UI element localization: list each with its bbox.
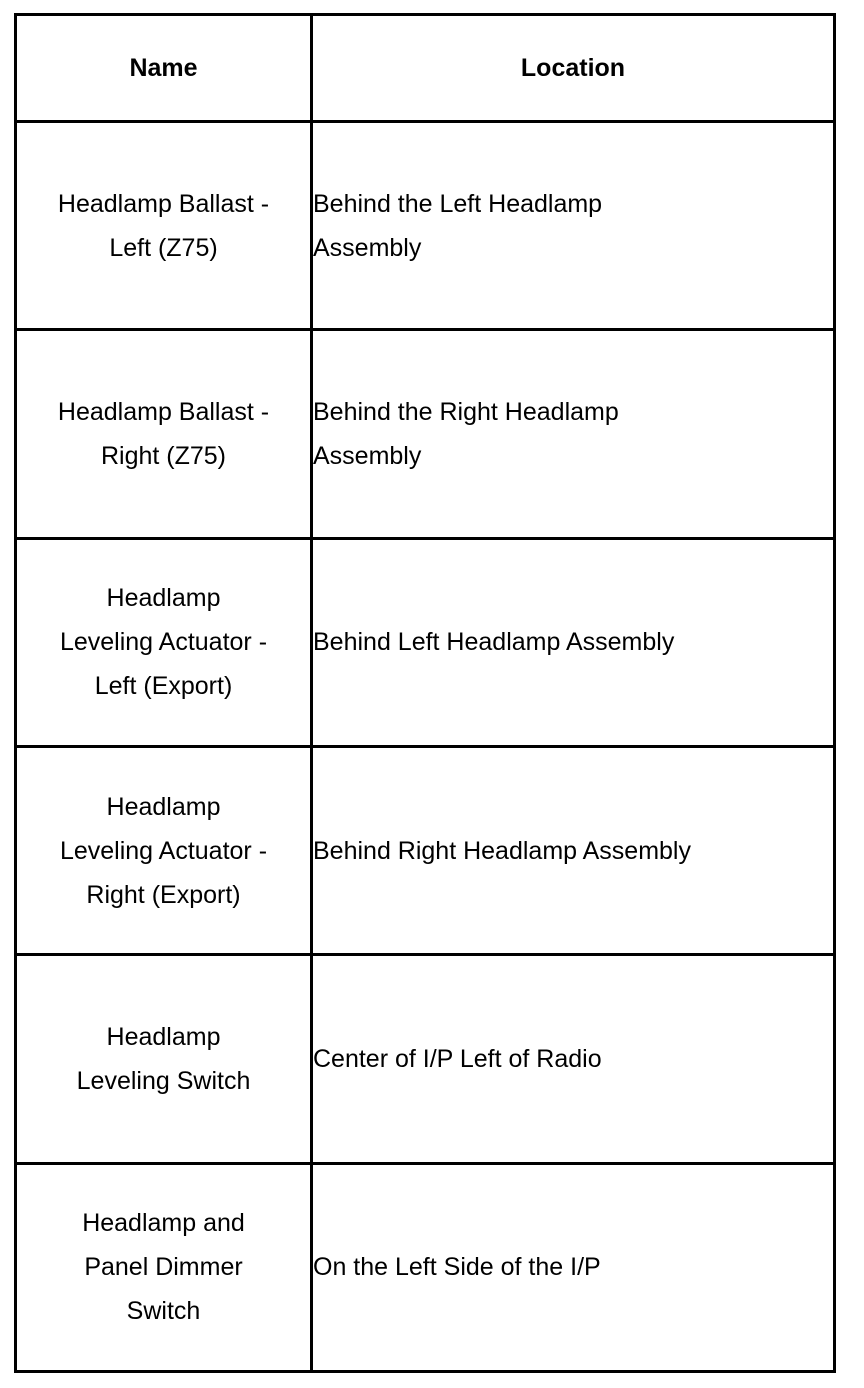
- table-header-row: [16, 15, 835, 122]
- table-row: [16, 955, 835, 1163]
- name-line: Headlamp Ballast -: [57, 397, 270, 426]
- name-line: Headlamp Ballast -: [57, 189, 270, 218]
- name-line: Right (Export): [86, 880, 241, 909]
- name-line: Leveling Actuator -: [59, 836, 268, 865]
- name-cell: [16, 746, 312, 954]
- header-location: Location: [312, 15, 835, 122]
- name-line: Leveling Switch: [76, 1066, 251, 1095]
- name-cell: [16, 1163, 312, 1371]
- name-line: Headlamp and: [82, 1209, 245, 1238]
- name-line: Panel Dimmer: [84, 1253, 243, 1282]
- location-line: Behind the Left Headlamp: [313, 189, 603, 218]
- location-cell: [312, 538, 835, 746]
- location-line: Behind the Right Headlamp: [313, 397, 619, 426]
- location-line: Center of I/P Left of Radio: [313, 1044, 602, 1073]
- name-line: Headlamp: [106, 1022, 221, 1051]
- name-line: Headlamp: [106, 584, 221, 613]
- table-row: [16, 122, 835, 330]
- location-line: Behind Right Headlamp Assembly: [313, 836, 691, 865]
- table-row: [16, 1163, 835, 1371]
- component-location-table: [14, 13, 836, 1373]
- location-cell: [312, 955, 835, 1163]
- name-cell: [16, 538, 312, 746]
- table-row: [16, 330, 835, 538]
- name-line: Leveling Actuator -: [59, 628, 268, 657]
- name-cell: [16, 955, 312, 1163]
- table-row: [16, 538, 835, 746]
- location-line: On the Left Side of the I/P: [313, 1253, 601, 1282]
- table-row: [16, 746, 835, 954]
- name-line: Right (Z75): [100, 441, 227, 470]
- header-name: Name: [16, 15, 312, 122]
- location-line: Assembly: [313, 233, 422, 262]
- location-cell: [312, 122, 835, 330]
- name-line: Left (Z75): [109, 233, 218, 262]
- location-line: Behind Left Headlamp Assembly: [313, 628, 675, 657]
- location-cell: [312, 746, 835, 954]
- name-line: Switch: [126, 1297, 201, 1326]
- location-cell: [312, 1163, 835, 1371]
- name-cell: [16, 122, 312, 330]
- name-line: Left (Export): [94, 672, 233, 701]
- name-cell: [16, 330, 312, 538]
- name-line: Headlamp: [106, 792, 221, 821]
- location-line: Assembly: [313, 441, 422, 470]
- location-cell: [312, 330, 835, 538]
